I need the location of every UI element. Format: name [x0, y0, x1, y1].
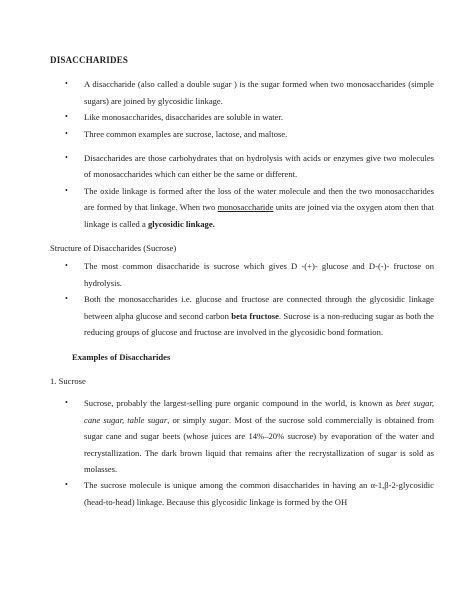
structure-heading: Structure of Disaccharides (Sucrose)	[50, 243, 177, 254]
sucrose-label: 1. Sucrose	[50, 375, 86, 386]
list-item: • Disaccharides are those carbohydrates that on hydrolysis with acids or enzymes give two molecules of monosaccharides which can either be the same or different.	[50, 150, 434, 183]
bullet-icon: •	[65, 79, 68, 89]
bullet-icon: •	[65, 398, 68, 408]
bullet-icon: •	[65, 480, 68, 490]
definition-bullet-list	[50, 150, 434, 232]
glycosidic-linkage-term: glycosidic linkage.	[147, 218, 215, 229]
list-item: • The most common disaccharide is sucrose which gives D -(+)- glucose and D-(-)- fructose on hydrolysis.	[50, 258, 434, 291]
beta-fructose-term: beta fructose	[231, 310, 279, 321]
intro-bullet-list	[50, 76, 434, 142]
list-item: • The oxide linkage is formed after the loss of the water molecule and then the two monosaccharides are formed by that linkage. When two monosaccharide units are joined via the oxygen atom then that linkage is called a glycosidic linkage.	[50, 183, 434, 232]
bullet-icon: •	[65, 128, 68, 138]
page-title: DISACCHARIDES	[50, 55, 129, 65]
bullet-icon: •	[65, 112, 68, 122]
monosaccharide-term: monosaccharide	[217, 202, 274, 213]
list-item: • Sucrose, probably the largest-selling pure organic compound in the world, is known as beet sugar, cane sugar, table sugar, or simply sugar. Most of the sucrose sold commercially is obtained from sugar cane and sugar beets (whose juices are 14%–20% sucrose) by evaporation of the water and recrystallization. The dark brown liquid that remains after the recrystallization of sugar is sold as molasses.	[50, 395, 434, 477]
examples-heading: Examples of Disaccharides	[72, 351, 171, 362]
bullet-icon: •	[65, 185, 68, 195]
structure-bullet-list	[50, 258, 434, 340]
list-item: • Both the monosaccharides i.e. glucose and fructose are connected through the glycosidic linkage between alpha glucose and second carbon beta fructose. Sucrose is a non-reducing sugar as both the reducing groups of glucose and fructose are involved in the glycosidic bond formation.	[50, 291, 434, 340]
sucrose-bullet-list	[50, 395, 434, 510]
bullet-icon: •	[65, 261, 68, 271]
list-item: • The sucrose molecule is unique among the common disaccharides in having an α-1,β-2-glycosidic (head-to-head) linkage. Because this glycosidic linkage is formed by the OH	[50, 477, 434, 510]
bullet-icon: •	[65, 294, 68, 304]
bullet-icon: •	[65, 153, 68, 163]
list-item: • Three common examples are sucrose, lactose, and maltose.	[50, 126, 434, 142]
list-item: • Like monosaccharides, disaccharides are soluble in water.	[50, 109, 434, 125]
list-item: • A disaccharide (also called a double sugar ) is the sugar formed when two monosaccharides (simple sugars) are joined by glycosidic linkage.	[50, 76, 434, 109]
